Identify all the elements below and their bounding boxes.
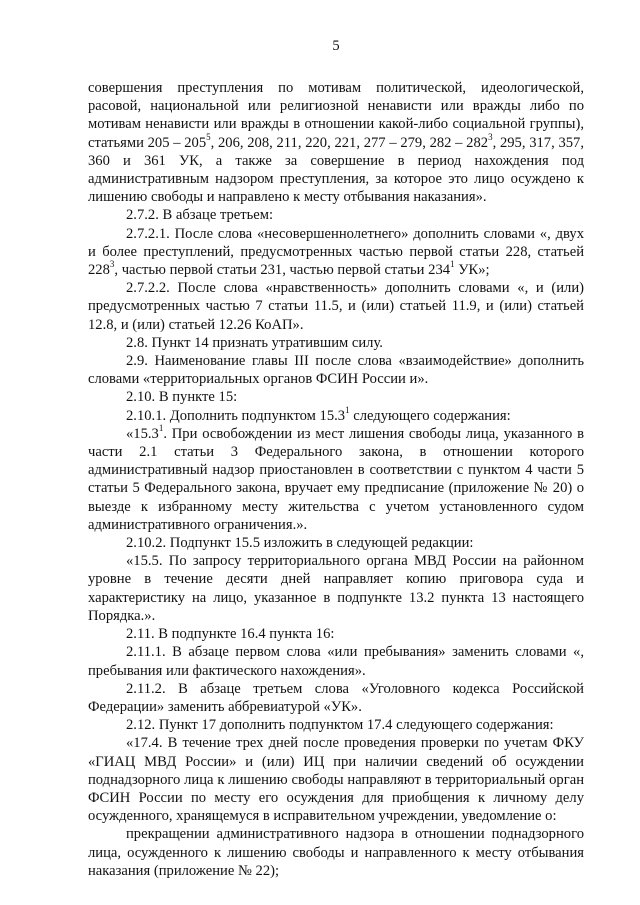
paragraph [88, 206, 584, 224]
paragraph [88, 625, 584, 643]
superscript: 3 [488, 131, 493, 142]
text-run: . При освобождении из мест лишения свободы лица, указанного в части 2.1 статьи 3 Федерального закона, в отношении которого административный надзор приостановлен в соответствии с пунктом 4 части 5 статьи 5 Федерального закона, вручает ему предписание (приложение № 20) о выезде к избранному месту жительства с учетом установленного судом административного ограничения.». [88, 425, 584, 533]
text-run: 2.10.1. Дополнить подпунктом 15.3 [126, 407, 346, 424]
text-run: 2.8. Пункт 14 признать утратившим силу. [126, 334, 383, 351]
document-body [88, 79, 584, 880]
text-run: 2.7.2.2. После слова «нравственность» дополнить словами «, и (или) предусмотренных частью 7 статьи 11.5, и (или) статьей 11.9, и (или) статьей 12.8, и (или) статьей 12.26 КоАП». [88, 280, 584, 333]
paragraph [88, 279, 584, 334]
paragraph [88, 643, 584, 679]
superscript: 1 [345, 404, 350, 415]
superscript: 3 [109, 259, 115, 270]
page-number: 5 [332, 38, 340, 54]
text-run: УК»; [454, 262, 490, 279]
text-run: , 206, 208, 211, 220, 221, 277 – 279, 282 – 282 [210, 134, 489, 151]
text-run: следующего содержания: [349, 407, 511, 424]
paragraph [88, 425, 584, 534]
text-run: 2.7.2.1. После слова «несовершеннолетнего» дополнить словами «, двух и более преступлений, предусмотренных частью первой статьи 228, статьей 228 [88, 225, 584, 279]
paragraph [88, 388, 584, 406]
paragraph [88, 680, 584, 716]
superscript: 5 [206, 131, 211, 142]
text-run: «17.4. В течение трех дней после проведения проверки по учетам ФКУ «ГИАЦ МВД России» и (или) ИЦ при наличии сведений об осуждении поднадзорного лица к лишению свободы направляют в территориальный орган ФСИН России по месту его осуждения для приобщения к личному делу осужденного, хранящемуся в исправительном учреждении, уведомление о: [88, 735, 584, 825]
paragraph [88, 825, 584, 880]
paragraph [88, 734, 584, 825]
text-run: «15.3 [126, 425, 159, 442]
text-run: 2.11.2. В абзаце третьем слова «Уголовного кодекса Российской Федерации» заменить аббревиатурой «УК». [88, 680, 584, 715]
text-run: 2.10. В пункте 15: [126, 389, 238, 406]
paragraph [88, 534, 584, 552]
paragraph [88, 552, 584, 625]
text-run: , частью первой статьи 231, частью первой статьи 234 [114, 262, 451, 279]
paragraph [88, 334, 584, 352]
paragraph [88, 716, 584, 734]
text-run: 2.10.2. Подпункт 15.5 изложить в следующей редакции: [126, 535, 474, 552]
text-run: 2.11.1. В абзаце первом слова «или пребывания» заменить словами «, пребывания или фактического нахождения». [88, 644, 584, 679]
superscript: 1 [450, 259, 455, 270]
paragraph [88, 352, 584, 388]
text-run: прекращении административного надзора в отношении поднадзорного лица, осужденного к лишению свободы и направленного к месту отбывания наказания (приложение № 22); [88, 826, 584, 879]
paragraph [88, 225, 584, 280]
text-run: 2.7.2. В абзаце третьем: [126, 207, 274, 224]
text-run: «15.5. По запросу территориального органа МВД России на районном уровне в течение десяти дней направляет копию приговора суда и характеристику на лицо, указанное в подпункте 13.2 пункта 13 настоящего Порядка.». [88, 553, 584, 624]
text-run: 2.12. Пункт 17 дополнить подпунктом 17.4 следующего содержания: [126, 717, 554, 734]
text-run: 2.11. В подпункте 16.4 пункта 16: [126, 626, 335, 643]
superscript: 1 [158, 423, 164, 433]
text-run: , 295, 317, 357, 360 и 361 УК, а также за совершение в период нахождения под административным надзором преступления, за которое это лицо осуждено к лишению свободы и направлено к месту отбывания наказания». [88, 134, 584, 206]
text-run: совершения преступления по мотивам политической, идеологической, расовой, национальной или религиозной ненависти или вражды либо по мотивам ненависти или вражды в отношении какой-либо социальной группы), статьями 205 – 205 [88, 80, 584, 151]
paragraph [88, 79, 584, 206]
text-run: 2.9. Наименование главы III после слова «взаимодействие» дополнить словами «территориальных органов ФСИН России и». [88, 353, 584, 388]
